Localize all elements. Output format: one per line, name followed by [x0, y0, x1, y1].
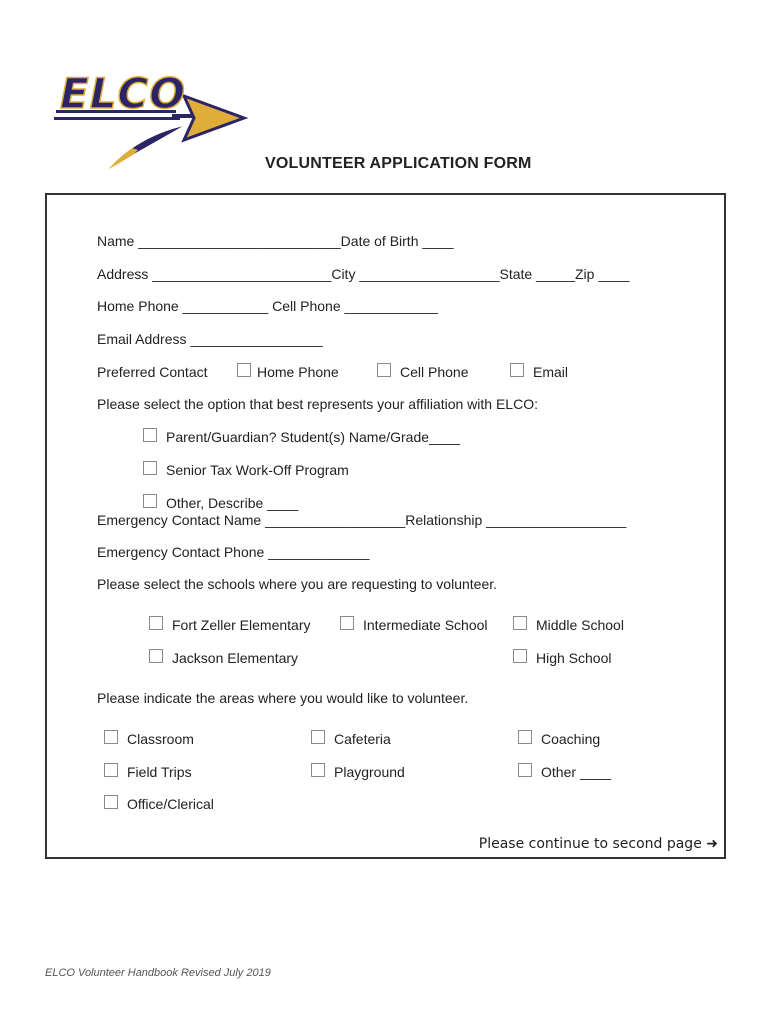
email-option: Email	[533, 364, 569, 380]
other-area-checkbox[interactable]	[518, 763, 532, 777]
email-checkbox[interactable]	[510, 363, 524, 377]
emergency-phone-field[interactable]: Emergency Contact Phone _____________	[97, 544, 370, 560]
continue-note: Please continue to second page ➜	[478, 836, 718, 852]
email-field[interactable]: Email Address _________________	[97, 331, 323, 347]
middle-school-option: Middle School	[536, 617, 624, 633]
high-school-checkbox[interactable]	[513, 649, 527, 663]
parent-guardian-option: Parent/Guardian? Student(s) Name/Grade____	[166, 429, 461, 445]
emergency-contact-field[interactable]: Emergency Contact Name __________________Relationship __________________	[97, 512, 627, 528]
fort-zeller-option: Fort Zeller Elementary	[172, 617, 311, 633]
other-affiliation-checkbox[interactable]	[143, 494, 157, 508]
elco-logo	[52, 62, 252, 174]
home-phone-option: Home Phone	[257, 364, 339, 380]
intermediate-checkbox[interactable]	[340, 616, 354, 630]
areas-prompt: Please indicate the areas where you would like to volunteer.	[97, 690, 469, 706]
home-phone-checkbox[interactable]	[237, 363, 251, 377]
cafeteria-checkbox[interactable]	[311, 730, 325, 744]
field-trips-checkbox[interactable]	[104, 763, 118, 777]
playground-checkbox[interactable]	[311, 763, 325, 777]
jackson-checkbox[interactable]	[149, 649, 163, 663]
cell-phone-option: Cell Phone	[400, 364, 469, 380]
cafeteria-option: Cafeteria	[334, 731, 391, 747]
preferred-contact-label: Preferred Contact	[97, 364, 208, 380]
phone-fields[interactable]: Home Phone ___________ Cell Phone ____________	[97, 298, 438, 314]
cell-phone-checkbox[interactable]	[377, 363, 391, 377]
high-school-option: High School	[536, 650, 612, 666]
classroom-option: Classroom	[127, 731, 194, 747]
intermediate-option: Intermediate School	[363, 617, 488, 633]
coaching-checkbox[interactable]	[518, 730, 532, 744]
senior-tax-checkbox[interactable]	[143, 461, 157, 475]
office-clerical-option: Office/Clerical	[127, 796, 214, 812]
playground-option: Playground	[334, 764, 405, 780]
affiliation-prompt: Please select the option that best represents your affiliation with ELCO:	[97, 396, 538, 412]
classroom-checkbox[interactable]	[104, 730, 118, 744]
coaching-option: Coaching	[541, 731, 601, 747]
logo-text: ELCO	[60, 69, 186, 118]
office-clerical-checkbox[interactable]	[104, 795, 118, 809]
middle-school-checkbox[interactable]	[513, 616, 527, 630]
name-dob-field[interactable]: Name __________________________Date of Birth ____	[97, 233, 454, 249]
jackson-option: Jackson Elementary	[172, 650, 299, 666]
senior-tax-option: Senior Tax Work-Off Program	[166, 462, 349, 478]
field-trips-option: Field Trips	[127, 764, 192, 780]
form-title: VOLUNTEER APPLICATION FORM	[265, 155, 532, 172]
other-area-option: Other ____	[541, 764, 612, 780]
address-field[interactable]: Address _______________________City __________________State _____Zip ____	[97, 266, 630, 282]
parent-guardian-checkbox[interactable]	[143, 428, 157, 442]
fort-zeller-checkbox[interactable]	[149, 616, 163, 630]
footer-note: ELCO Volunteer Handbook Revised July 2019	[45, 967, 271, 979]
other-affiliation-option: Other, Describe ____	[166, 495, 299, 511]
schools-prompt: Please select the schools where you are requesting to volunteer.	[97, 576, 498, 592]
